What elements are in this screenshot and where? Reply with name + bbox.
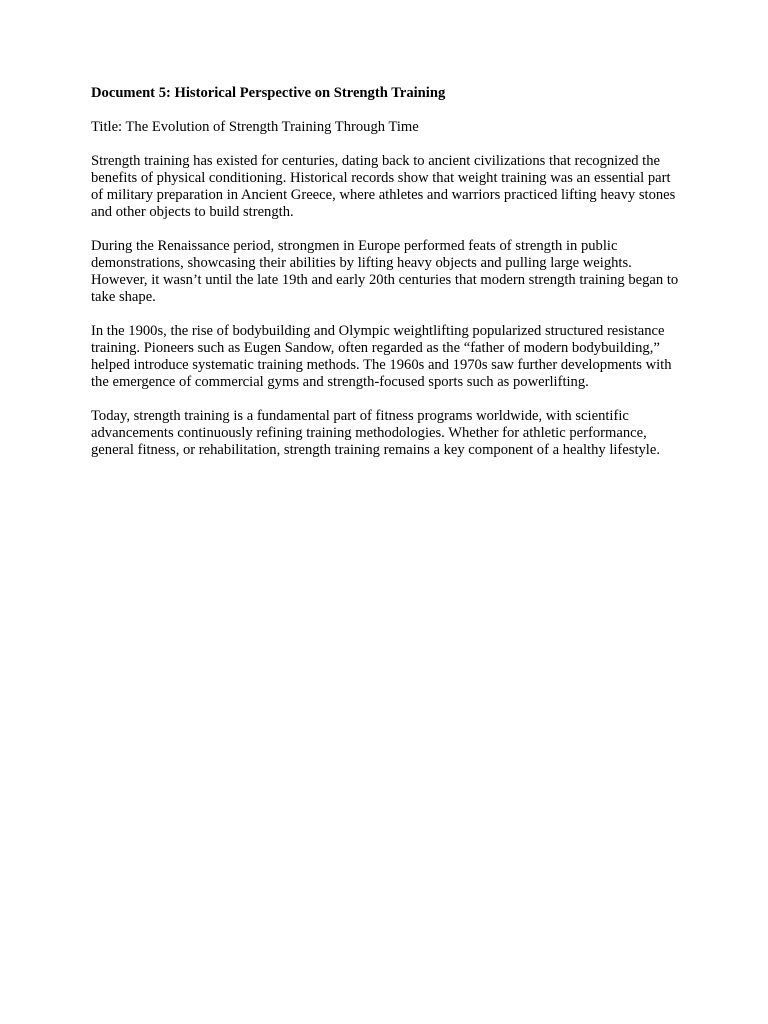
- document-page: [91, 85, 681, 476]
- paragraph-today: Today, strength training is a fundamental part of fitness programs worldwide, with scientific advancements continuously refining training methodologies. Whether for athletic performance, general fitness, or rehabilitation, strength training remains a key component of a healthy lifestyle.: [91, 408, 660, 458]
- document-title: Title: The Evolution of Strength Training Through Time: [91, 119, 419, 135]
- paragraph-1900s: In the 1900s, the rise of bodybuilding and Olympic weightlifting popularized structured resistance training. Pioneers such as Eugen Sandow, often regarded as the “father of modern bodybuilding,” helped introduce systematic training methods. The 1960s and 1970s saw further developments with the emergence of commercial gyms and strength-focused sports such as powerlifting.: [91, 323, 672, 390]
- document-heading: Document 5: Historical Perspective on Strength Training: [91, 85, 446, 101]
- paragraph-ancient-origins: Strength training has existed for centuries, dating back to ancient civilizations that recognized the benefits of physical conditioning. Historical records show that weight training was an essential part of military preparation in Ancient Greece, where athletes and warriors practiced lifting heavy stones and other objects to build strength.: [91, 153, 676, 220]
- paragraph-renaissance: During the Renaissance period, strongmen in Europe performed feats of strength in public demonstrations, showcasing their abilities by lifting heavy objects and pulling large weights. However, it wasn’t until the late 19th and early 20th centuries that modern strength training began to take shape.: [91, 238, 679, 305]
